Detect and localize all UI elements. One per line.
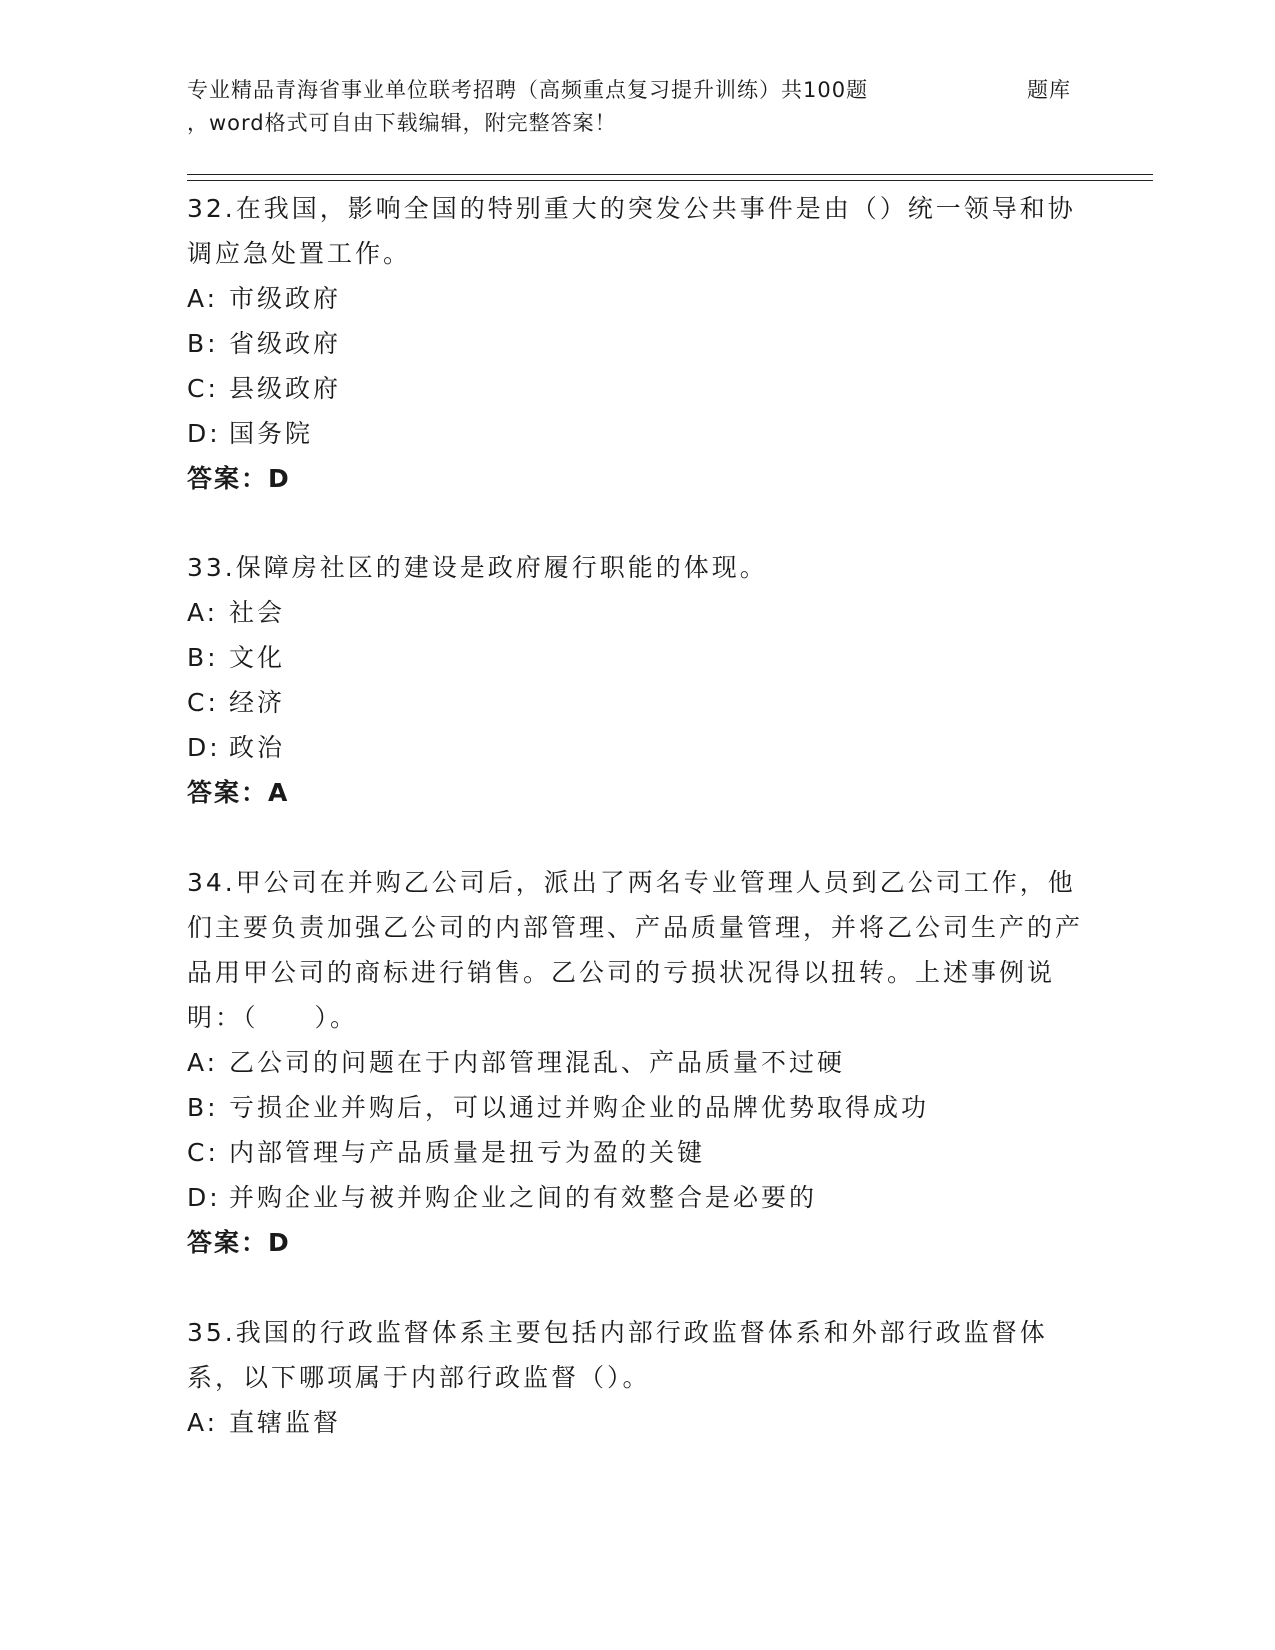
option-text: 市级政府: [229, 284, 342, 313]
option-a: [187, 1400, 1087, 1445]
header-divider-bottom: [187, 180, 1153, 181]
option-text: 省级政府: [229, 329, 342, 358]
question-35: [187, 1310, 1087, 1445]
option-d: [187, 411, 1087, 456]
header-subtitle: ，word格式可自由下载编辑，附完整答案！: [187, 111, 617, 135]
option-d: [187, 725, 1087, 770]
question-text: 34.甲公司在并购乙公司后，派出了两名专业管理人员到乙公司工作，他们主要负责加强乙公司的内部管理、产品质量管理，并将乙公司生产的产品用甲公司的商标进行销售。乙公司的亏损状况得以扭转。上述事例说明：（ ）。: [187, 868, 1084, 1032]
option-text: 内部管理与产品质量是扭亏为盈的关键: [229, 1138, 706, 1167]
option-d: [187, 1175, 1087, 1220]
question-32: [187, 186, 1087, 501]
answer-line: 答案：A: [187, 778, 290, 807]
option-key: B:: [187, 643, 219, 672]
header-tag: 题库: [1027, 78, 1071, 102]
option-c: [187, 680, 1087, 725]
option-text: 文化: [229, 643, 286, 672]
question-34: [187, 860, 1087, 1265]
option-text: 直辖监督: [229, 1408, 342, 1437]
option-a: [187, 276, 1087, 321]
option-key: B:: [187, 1093, 219, 1122]
question-33: [187, 545, 1087, 815]
header-divider-top: [187, 174, 1153, 175]
option-key: A:: [187, 1048, 219, 1077]
option-c: [187, 366, 1087, 411]
option-b: [187, 635, 1087, 680]
option-key: D:: [187, 733, 221, 762]
question-text: 35.我国的行政监督体系主要包括内部行政监督体系和外部行政监督体系，以下哪项属于内部行政监督（）。: [187, 1318, 1048, 1392]
option-key: D:: [187, 419, 221, 448]
option-text: 乙公司的问题在于内部管理混乱、产品质量不过硬: [229, 1048, 846, 1077]
option-text: 并购企业与被并购企业之间的有效整合是必要的: [229, 1183, 818, 1212]
option-b: [187, 321, 1087, 366]
header-title: 专业精品青海省事业单位联考招聘（高频重点复习提升训练）共100题: [187, 78, 869, 102]
option-key: C:: [187, 688, 219, 717]
header-title-line: [187, 74, 1087, 107]
option-key: D:: [187, 1183, 221, 1212]
option-key: C:: [187, 374, 219, 403]
answer-line: 答案：D: [187, 1228, 291, 1257]
option-key: A:: [187, 598, 219, 627]
option-key: A:: [187, 284, 219, 313]
answer-line: 答案：D: [187, 464, 291, 493]
option-key: A:: [187, 1408, 219, 1437]
option-text: 县级政府: [229, 374, 342, 403]
option-b: [187, 1085, 1087, 1130]
option-text: 国务院: [229, 419, 314, 448]
question-text: 32.在我国，影响全国的特别重大的突发公共事件是由（）统一领导和协调应急处置工作。: [187, 194, 1076, 268]
option-text: 经济: [229, 688, 286, 717]
option-key: B:: [187, 329, 219, 358]
option-a: [187, 590, 1087, 635]
option-text: 政治: [229, 733, 286, 762]
question-text: 33.保障房社区的建设是政府履行职能的体现。: [187, 553, 768, 582]
page-header: [187, 74, 1087, 140]
option-text: 社会: [229, 598, 286, 627]
option-key: C:: [187, 1138, 219, 1167]
option-a: [187, 1040, 1087, 1085]
option-text: 亏损企业并购后，可以通过并购企业的品牌优势取得成功: [229, 1093, 930, 1122]
option-c: [187, 1130, 1087, 1175]
